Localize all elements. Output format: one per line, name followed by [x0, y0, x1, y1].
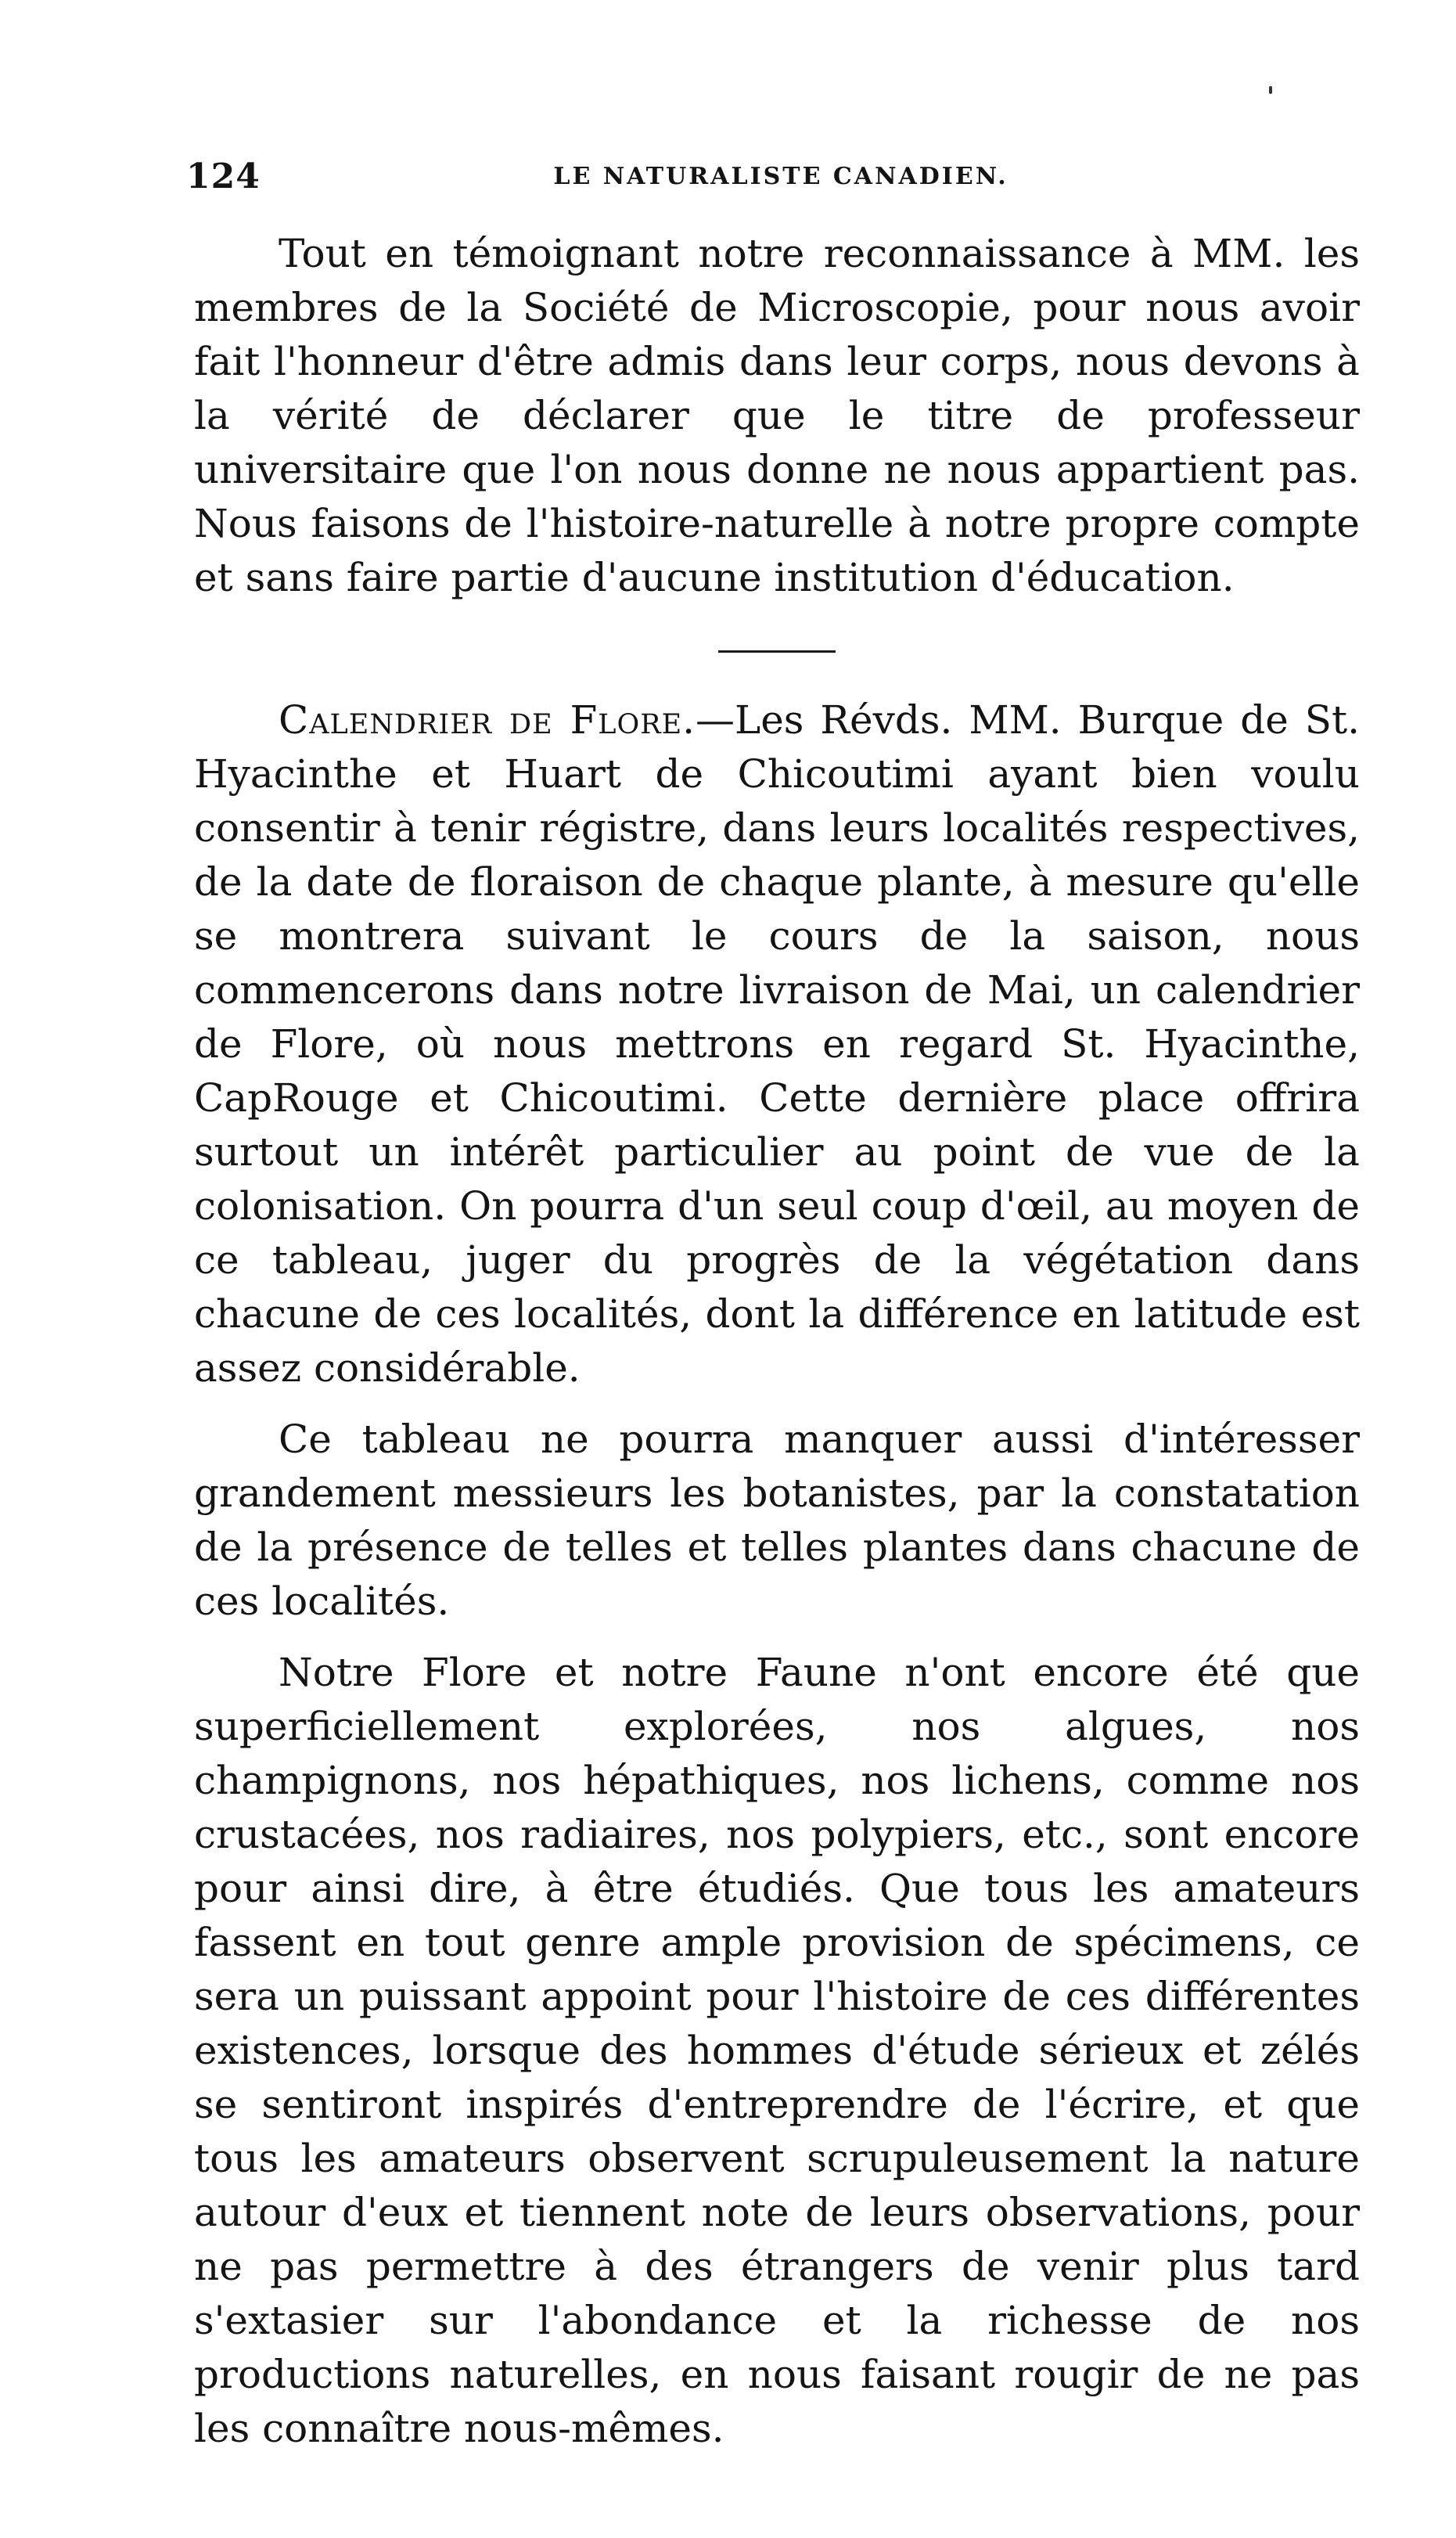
page-number: 124: [186, 157, 261, 196]
page-header: [186, 157, 1375, 203]
print-speck: [1269, 86, 1272, 94]
paragraph-acknowledgement: Tout en témoignant notre reconnaissance à MM. les membres de la Société de Microscopie, pour nous avoir fait l'honneur d'être admis dans leur corps, nous devons à la vérité de déclarer que le titre de professeur universitaire que l'on nous donne ne nous appartient pas. Nous faisons de l'histoire-naturelle à notre propre compte et sans faire partie d'aucune institution d'éducation.: [194, 231, 1360, 600]
paragraph-tableau: Ce tableau ne pourra manquer aussi d'intéresser grandement messieurs les botanistes, par la constatation de la présence de telles et telles plantes dans chacune de ces localités.: [194, 1417, 1360, 1624]
paragraph-calendrier-body: —Les Révds. MM. Burque de St. Hyacinthe et Huart de Chicoutimi ayant bien voulu consentir à tenir régistre, dans leurs localités respectives, de la date de floraison de chaque plante, à mesure qu'elle se montrera suivant le cours de la saison, nous commencerons dans notre livraison de Mai, un calendrier de Flore, où nous mettrons en regard St. Hyacinthe, CapRouge et Chicoutimi. Cette dernière place offrira surtout un intérêt particulier au point de vue de la colonisation. On pourra d'un seul coup d'œil, au moyen de ce tableau, juger du progrès de la végétation dans chacune de ces localités, dont la différence en latitude est assez considérable.: [194, 697, 1360, 1391]
paragraph-flore-faune: Notre Flore et notre Faune n'ont encore été que superficiellement explorées, nos algues, nos champignons, nos hépathiques, nos lichens, comme nos crustacées, nos radiaires, nos polypiers, etc., sont encore pour ainsi dire, à être étudiés. Que tous les amateurs fassent en tout genre ample provision de spécimens, ce sera un puissant appoint pour l'histoire de ces différentes existences, lorsque des hommes d'étude sérieux et zélés se sentiront inspirés d'entreprendre de l'écrire, et que tous les amateurs observent scrupuleusement la nature autour d'eux et tiennent note de leurs observations, pour ne pas permettre à des étrangers de venir plus tard s'extasier sur l'abondance et la richesse de nos productions naturelles, en nous faisant rougir de ne pas les connaître nous-mêmes.: [194, 1650, 1360, 2451]
body-text: [194, 227, 1360, 2456]
section-divider: [718, 650, 836, 653]
section-heading-calendrier: Calendrier de Flore.: [279, 697, 696, 743]
running-title: LE NATURALISTE CANADIEN.: [553, 163, 1008, 190]
paragraph-calendrier: [194, 693, 1360, 1395]
